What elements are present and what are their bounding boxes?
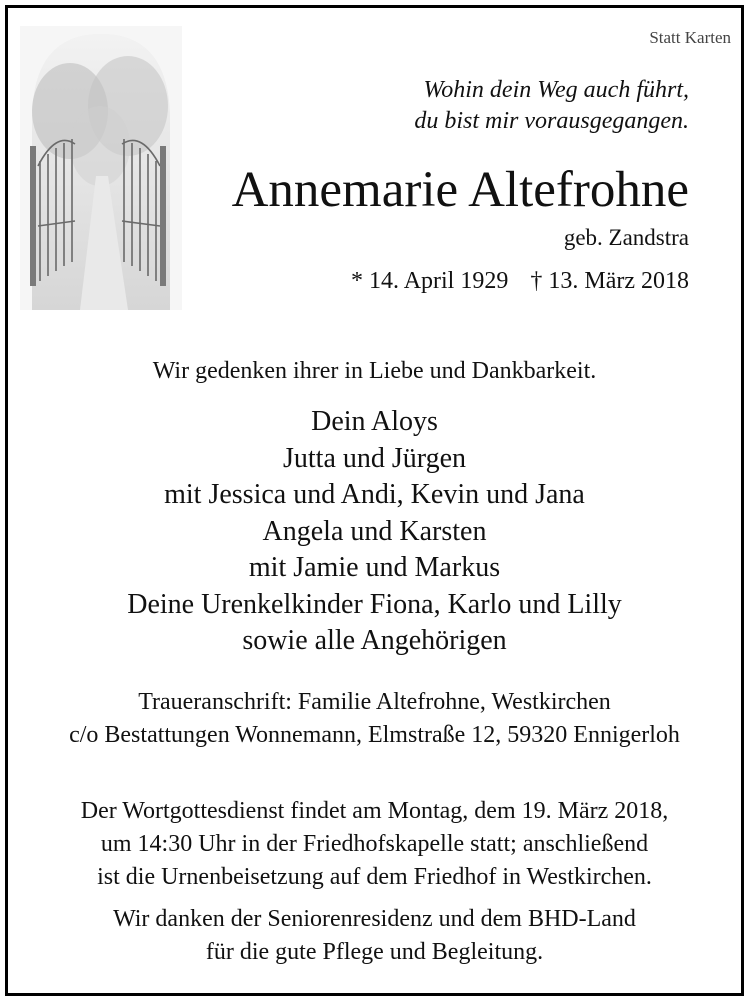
address-line: c/o Bestattungen Wonnemann, Elmstraße 12, 59320 Ennigerloh — [69, 722, 680, 748]
address-line: Traueranschrift: Familie Altefrohne, Westkirchen — [138, 689, 611, 715]
mourning-address — [8, 686, 741, 752]
birth-name: geb. Zandstra — [563, 225, 689, 250]
mourners-list — [8, 404, 741, 660]
mourner-line: mit Jessica und Andi, Kevin und Jana — [164, 479, 585, 510]
service-info — [8, 795, 741, 894]
obituary-notice — [5, 5, 744, 996]
mourner-line: Jutta und Jürgen — [282, 442, 467, 474]
service-line: Der Wortgottesdienst findet am Montag, dem 19. März 2018, — [80, 798, 669, 824]
cemetery-gate-image — [20, 26, 182, 310]
mourner-line: sowie alle Angehörigen — [242, 625, 507, 656]
service-line: um 14:30 Uhr in der Friedhofskapelle statt; anschließend — [100, 831, 649, 857]
service-line: ist die Urnenbeisetzung auf dem Friedhof in Westkirchen. — [97, 864, 652, 890]
motto-verse — [414, 75, 689, 137]
mourner-line: Angela und Karsten — [262, 515, 487, 547]
deceased-name: Annemarie Altefrohne — [231, 162, 689, 218]
remembrance-line: Wir gedenken ihrer in Liebe und Dankbarkeit. — [152, 358, 597, 384]
death-date: † 13. März 2018 — [530, 268, 689, 294]
mourner-line: Dein Aloys — [311, 406, 438, 437]
mourner-line: Deine Urenkelkinder Fiona, Karlo und Lilly — [127, 588, 622, 620]
statt-karten-label: Statt Karten — [649, 28, 731, 47]
motto-line: du bist mir vorausgegangen. — [414, 108, 689, 134]
thanks-line: für die gute Pflege und Begleitung. — [205, 939, 544, 965]
thanks-note — [8, 903, 741, 969]
motto-line: Wohin dein Weg auch führt, — [423, 77, 689, 103]
life-dates — [329, 268, 689, 295]
mourner-line: mit Jamie und Markus — [248, 552, 501, 583]
birth-date: * 14. April 1929 — [351, 268, 509, 294]
thanks-line: Wir danken der Seniorenresidenz und dem BHD-Land — [113, 906, 636, 932]
